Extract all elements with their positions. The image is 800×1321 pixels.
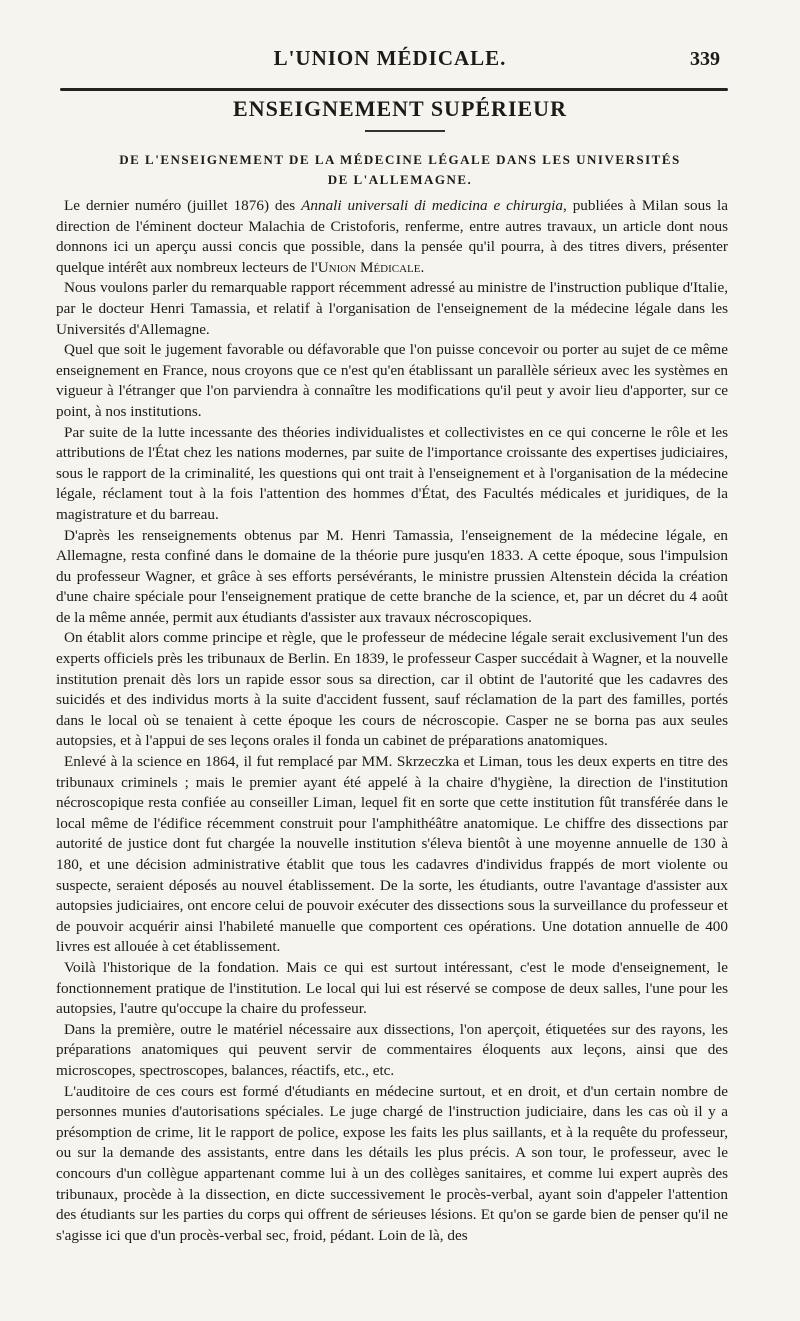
paragraph-3: Quel que soit le jugement favorable ou défavorable que l'on puisse concevoir ou porter au sujet de ce même enseignement en France, nous croyons que ce n'est qu'en établissant un parallèle sérieux avec les systèmes en vigueur à l'étranger que l'on parviendra à connaître les modifications qu'il peut y avoir lieu d'apporter, sur ce point, à nos institutions. <box>56 341 728 420</box>
paragraph-5: D'après les renseignements obtenus par M. Henri Tamassia, l'enseignement de la médecine légale, en Allemagne, resta confiné dans le domaine de la théorie pure jusqu'en 1833. A cette époque, sous l'impulsion du professeur Wagner, et grâce à ses efforts persévérants, le ministre prussien Altenstein décida la création d'une chaire spéciale pour l'enseignement pratique de cette branche de la science, et, par un décret du 4 août de la même année, permit aux étudiants d'assister aux travaux nécroscopiques. <box>56 526 728 626</box>
section-title: ENSEIGNEMENT SUPÉRIEUR <box>233 96 567 121</box>
title-divider <box>365 130 445 132</box>
paragraph-1-end: . <box>420 258 425 276</box>
running-header <box>60 46 720 82</box>
article-subtitle-line-1: DE L'ENSEIGNEMENT DE LA MÉDECINE LÉGALE DANS LES UNIVERSITÉS <box>119 152 681 167</box>
article-subtitle-line-2: DE L'ALLEMAGNE. <box>327 172 473 187</box>
header-rule <box>60 88 728 91</box>
paragraph-1 <box>56 196 728 278</box>
paragraph-8: Voilà l'historique de la fondation. Mais ce qui est surtout intéressant, c'est le mode d'enseignement, le fonctionnement pratique de l'institution. Le local qui lui est réservé se compose de deux salles, l'une pour les autopsies, l'autre qu'occupe la chaire du professeur. <box>56 958 728 1018</box>
journal-title: Annali universali di medicina e chirurgia <box>301 197 563 214</box>
paragraph-9: Dans la première, outre le matériel nécessaire aux dissections, l'on aperçoit, étiquetées sur des rayons, les préparations anatomiques qui peuvent servir de commentaires éloquents aux leçons, ainsi que des microscopes, spectroscopes, balances, réactifs, etc., etc. <box>56 1020 728 1079</box>
paragraph-6: On établit alors comme principe et règle, que le professeur de médecine légale serait exclusivement l'un des experts officiels près les tribunaux de Berlin. En 1839, le professeur Casper succédait à Wagner, et la nouvelle institution prenait dès lors un rapide essor sous sa direction, car il obtint de l'autorité que les cadavres des suicidés et des individus morts à la suite d'accident fussent, sauf réclamation de la part des familles, portés dans le local où se tenaient à cette époque les cours de nécroscopie. Casper ne se borna pas aux seules autopsies, et à l'appui de ses leçons orales il fonda un cabinet de préparations anatomiques. <box>56 629 728 750</box>
paragraph-4: Par suite de la lutte incessante des théories individualistes et collectivistes en ce qui concerne le rôle et les attributions de l'État chez les nations modernes, par suite de l'importance croissante des expertises judiciaires, sous le rapport de la criminalité, les questions qui ont trait à l'enseignement et à l'organisation de la médecine légale, réclament tout à la fois l'attention des hommes d'État, des Facultés médicales et juridiques, de la magistrature et du barreau. <box>56 423 728 523</box>
paragraph-10: L'auditoire de ces cours est formé d'étudiants en médecine surtout, et en droit, et d'un certain nombre de personnes munies d'autorisations spéciales. Le juge chargé de l'instruction judiciaire, dans les cas où il y a présomption de crime, lit le rapport de police, expose les faits les plus saillants, et à la requête du professeur, ou sur la demande des assistants, entre dans les détails les plus précis. A son tour, le professeur, avec le concours d'un collègue appartenant comme lui à un des collèges sanitaires, et comme lui expert auprès des tribunaux, procède à la dissection, en dicte successivement le procès-verbal, ayant soin d'appeler l'attention des étudiants sur les parties du corps qui offrent de sérieuses lésions. Et qu'on se garde bien de penser qu'il ne s'agisse ici que d'un procès-verbal sec, froid, pédant. Loin de là, des <box>56 1082 728 1244</box>
page-number: 339 <box>690 48 720 70</box>
paragraph-1-text-a: Le dernier numéro (juillet 1876) des <box>64 197 302 214</box>
publication-name: Union Médicale <box>317 258 421 276</box>
paragraph-1-text-b: , publiées à Milan sous la direction de l'éminent docteur Malachia de Cristoforis, renferme, entre autres travaux, un article dont nous donnons ici un aperçu aussi concis que possible, dans la pensée qu'il pourra, à des titres divers, présenter quelque intérêt aux nombreux lecteurs de l' <box>56 197 728 276</box>
paragraph-2: Nous voulons parler du remarquable rapport récemment adressé au ministre de l'instruction publique d'Italie, par le docteur Henri Tamassia, et relatif à l'organisation de l'enseignement de la médecine légale dans les Universités d'Allemagne. <box>56 279 728 338</box>
article-body <box>56 196 728 1246</box>
paragraph-7: Enlevé à la science en 1864, il fut remplacé par MM. Skrzeczka et Liman, tous les deux experts en titre des tribunaux criminels ; mais le premier ayant été appelé à la chaire d'hygiène, la direction de l'institution nécroscopique resta confiée au conseiller Liman, lequel fit en sorte que cette institution fût transférée dans le local même de l'édifice récemment construit pour l'amphithéâtre anatomique. Le chiffre des dissections par autorité de justice dont fut chargée la nouvelle institution s'éleva bientôt à une moyenne annuelle de 130 à 180, et une décision administrative établit que tous les cadavres d'individus frappés de mort violente ou suspecte, seraient déposés au nouvel établissement. De la sorte, les étudiants, outre l'avantage d'assister aux autopsies judiciaires, ont encore celui de pouvoir exécuter des dissections sous la surveillance du professeur et de pouvoir acquérir ainsi l'habileté manuelle que comportent ces opérations. Une dotation annuelle de 400 livres est allouée à cet établissement. <box>56 753 728 956</box>
running-title: L'UNION MÉDICALE. <box>273 46 507 70</box>
